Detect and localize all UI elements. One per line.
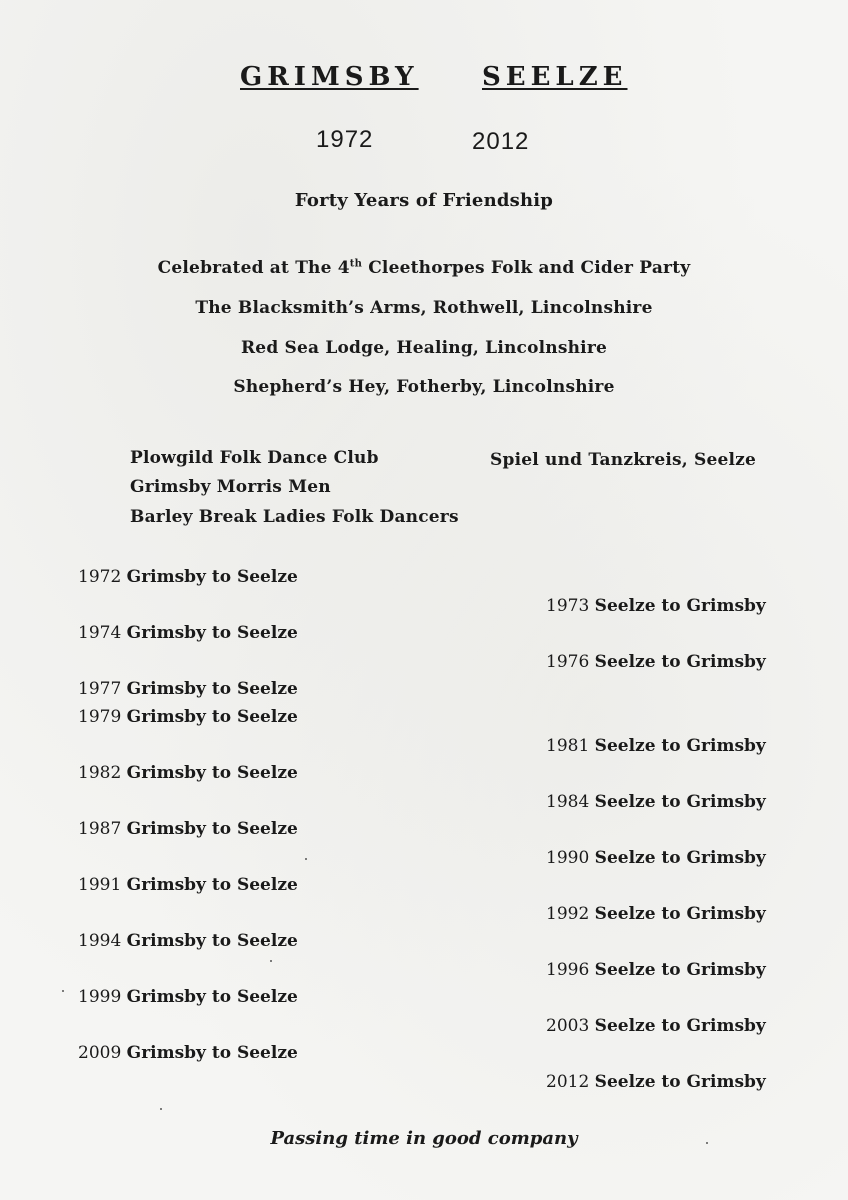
visit-direction: Seelze to Grimsby <box>594 960 766 980</box>
visit-right <box>546 960 766 980</box>
visit-direction: Grimsby to Seelze <box>126 1043 298 1063</box>
scan-speck <box>305 858 307 860</box>
visit-left <box>78 819 298 839</box>
visit-year: 1984 <box>546 792 590 812</box>
visit-direction: Seelze to Grimsby <box>594 904 766 924</box>
club-grimsby-1: Plowgild Folk Dance Club <box>130 448 379 468</box>
venue-line-1 <box>0 258 848 278</box>
scan-speck <box>270 960 272 962</box>
visit-left <box>78 707 298 727</box>
visit-left <box>78 1043 298 1063</box>
visit-direction: Grimsby to Seelze <box>126 679 298 699</box>
visit-year: 1996 <box>546 960 590 980</box>
subtitle: Forty Years of Friendship <box>294 190 554 211</box>
club-grimsby-2: Grimsby Morris Men <box>130 477 331 497</box>
visit-year: 2009 <box>78 1043 122 1063</box>
scan-speck <box>160 1108 162 1110</box>
venue-line-1-suffix: Cleethorpes Folk and Cider Party <box>362 258 691 278</box>
footer-motto: Passing time in good company <box>270 1128 578 1149</box>
visit-year: 2003 <box>546 1016 590 1036</box>
scan-speck <box>62 990 64 992</box>
visit-right <box>546 904 766 924</box>
visit-direction: Grimsby to Seelze <box>126 875 298 895</box>
visit-left <box>78 567 298 587</box>
visit-direction: Seelze to Grimsby <box>594 1016 766 1036</box>
visit-year: 1976 <box>546 652 590 672</box>
title-grimsby: GRIMSBY <box>240 62 419 92</box>
title-seelze: SEELZE <box>482 62 628 92</box>
visit-direction: Grimsby to Seelze <box>126 763 298 783</box>
club-seelze-1: Spiel und Tanzkreis, Seelze <box>490 450 757 470</box>
visit-year: 1977 <box>78 679 122 699</box>
visit-left <box>78 763 298 783</box>
visit-right <box>546 848 766 868</box>
visit-left <box>78 623 298 643</box>
visit-right <box>546 792 766 812</box>
scan-speck <box>706 1142 708 1144</box>
visit-right <box>546 1016 766 1036</box>
club-grimsby-3: Barley Break Ladies Folk Dancers <box>130 507 459 527</box>
visit-year: 1981 <box>546 736 590 756</box>
visit-year: 1994 <box>78 931 122 951</box>
visit-year: 2012 <box>546 1072 590 1092</box>
venue-line-1-sup: th <box>349 258 363 270</box>
venue-line-3: Red Sea Lodge, Healing, Lincolnshire <box>240 338 608 358</box>
visit-year: 1974 <box>78 623 122 643</box>
venue-line-2: The Blacksmith’s Arms, Rothwell, Lincolnshire <box>195 298 653 318</box>
visit-right <box>546 1072 766 1092</box>
visit-year: 1999 <box>78 987 122 1007</box>
visit-direction: Seelze to Grimsby <box>594 1072 766 1092</box>
visit-year: 1991 <box>78 875 122 895</box>
visit-direction: Grimsby to Seelze <box>126 819 298 839</box>
visit-year: 1982 <box>78 763 122 783</box>
visit-right <box>546 736 766 756</box>
visit-direction: Seelze to Grimsby <box>594 848 766 868</box>
visit-year: 1973 <box>546 596 590 616</box>
visit-year: 1992 <box>546 904 590 924</box>
visit-direction: Seelze to Grimsby <box>594 652 766 672</box>
year-end: 2012 <box>472 128 530 155</box>
visit-direction: Grimsby to Seelze <box>126 623 298 643</box>
visit-year: 1979 <box>78 707 122 727</box>
venue-line-4: Shepherd’s Hey, Fotherby, Lincolnshire <box>233 377 615 397</box>
visit-year: 1987 <box>78 819 122 839</box>
visit-left <box>78 679 298 699</box>
venue-line-1-prefix: Celebrated at The 4 <box>157 258 350 278</box>
visit-direction: Grimsby to Seelze <box>126 567 298 587</box>
visit-direction: Grimsby to Seelze <box>126 707 298 727</box>
visit-left <box>78 931 298 951</box>
visit-direction: Seelze to Grimsby <box>594 736 766 756</box>
visit-direction: Grimsby to Seelze <box>126 931 298 951</box>
visit-left <box>78 875 298 895</box>
visit-year: 1990 <box>546 848 590 868</box>
visit-left <box>78 987 298 1007</box>
year-start: 1972 <box>316 126 374 153</box>
visit-year: 1972 <box>78 567 122 587</box>
visit-right <box>546 652 766 672</box>
visit-direction: Seelze to Grimsby <box>594 792 766 812</box>
visit-right <box>546 596 766 616</box>
visit-direction: Seelze to Grimsby <box>594 596 766 616</box>
visit-direction: Grimsby to Seelze <box>126 987 298 1007</box>
